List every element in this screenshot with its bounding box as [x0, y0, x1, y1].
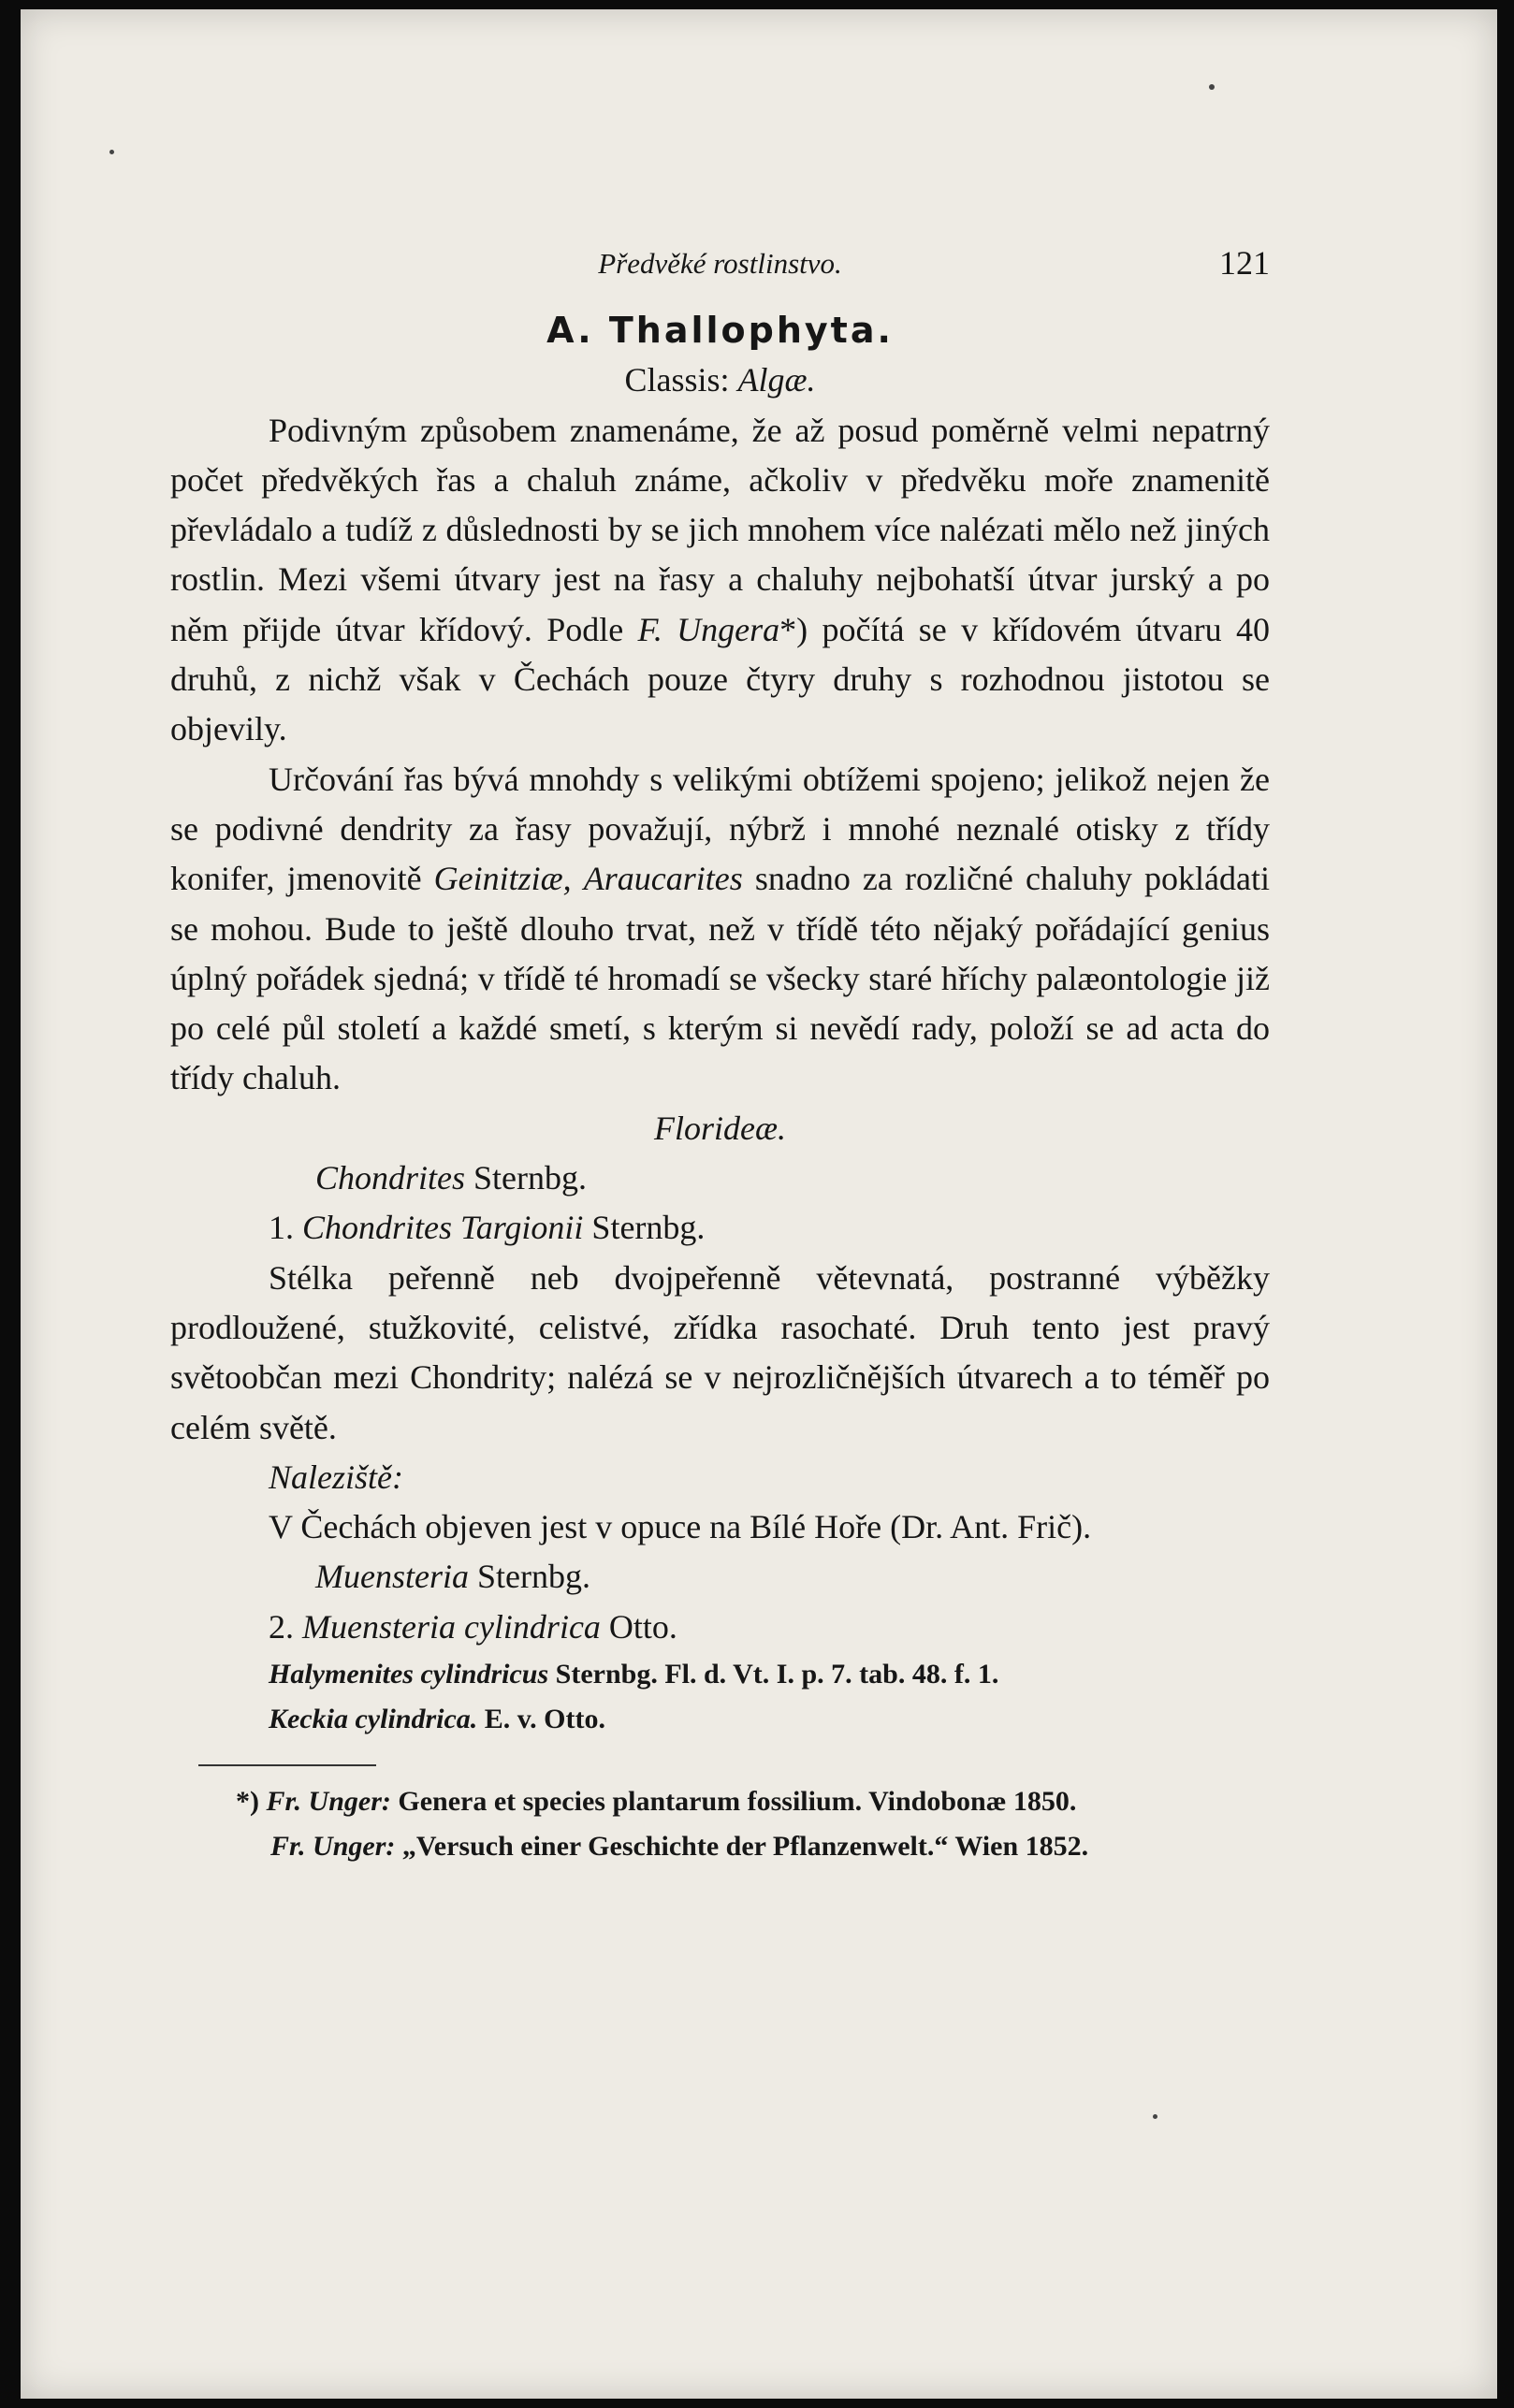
taxon-araucarites: Araucarites: [583, 860, 743, 898]
paragraph-2: [170, 755, 1270, 1104]
page-number: 121: [1219, 244, 1270, 282]
synonym-name: Keckia cylindrica.: [269, 1704, 478, 1735]
synonym-name: Halymenites cylindricus: [269, 1659, 549, 1690]
genus-author: Sternbg.: [476, 1558, 590, 1596]
species-name: Chondrites Targionii: [302, 1209, 584, 1247]
section-heading: A. Thallophyta.: [546, 310, 894, 351]
genus-heading: [170, 1552, 1270, 1602]
species-author: Otto.: [608, 1607, 677, 1646]
scanned-page: [21, 9, 1497, 2399]
author-reference: F. Ungera: [637, 610, 780, 648]
locality-label: [170, 1453, 1270, 1502]
dust-speck: [1209, 84, 1215, 90]
footnote-mark: *): [236, 1786, 259, 1818]
species-heading: [170, 1603, 1270, 1652]
footnote-divider: [198, 1764, 376, 1766]
species-number: 1.: [269, 1209, 294, 1247]
subsection-heading: Florideæ.: [654, 1109, 786, 1147]
paragraph-1-text: Podivným způsobem znamenáme, že až posud poměrně velmi nepatrný počet předvěkých řas a chaluh známe, ačkoliv v předvěku moře znamenitě převládalo a tudíž z důslednosti by se jich mnohem více nalézati mělo než jiných rostlin. Mezi všemi útvary jest na řasy a chaluhy nejbohatší útvar jurský a po něm přijde útvar křídový. Podle: [170, 411, 1270, 648]
synonym-line: [170, 1697, 1270, 1742]
synonym-reference: Sternbg. Fl. d. Vt. I. p. 7. tab. 48. f. 1.: [555, 1659, 999, 1690]
synonym-reference: E. v. Otto.: [484, 1704, 605, 1735]
page-content: [170, 239, 1270, 1869]
locality-label-text: Naleziště:: [269, 1458, 403, 1496]
classis-line: [170, 355, 1270, 405]
footnote-text: „Versuch einer Geschichte der Pflanzenwelt.“ Wien 1852.: [401, 1831, 1089, 1863]
species-name: Muensteria cylindrica: [302, 1607, 601, 1646]
dust-speck: [109, 150, 114, 154]
classis-name: Algæ.: [737, 361, 816, 399]
classis-label: Classis:: [624, 361, 730, 399]
synonym-line: [170, 1652, 1270, 1697]
species-number: 2.: [269, 1607, 294, 1646]
locality-text: V Čechách objeven jest v opuce na Bílé Hoře (Dr. Ant. Frič).: [269, 1508, 1092, 1546]
footnote-text: Genera et species plantarum fossilium. Vindobonæ 1850.: [398, 1786, 1077, 1818]
paragraph-1: [170, 406, 1270, 755]
species-author: Sternbg.: [591, 1209, 706, 1247]
species-description: Stélka peřenně neb dvojpeřenně větevnatá, postranné výběžky prodloužené, stužkovité, celistvé, zřídka rasochaté. Druh tento jest pravý světoobčan mezi Chondrity; nalézá se v nejrozličnějších útvarech a to téměř po celém světě.: [170, 1258, 1270, 1446]
genus-heading: [170, 1153, 1270, 1203]
taxon-geinitziae: Geinitziæ,: [433, 860, 572, 898]
footnote-author: Fr. Unger:: [270, 1831, 396, 1863]
genus-name: Chondrites: [315, 1159, 466, 1197]
footnote-2: [170, 1824, 1270, 1869]
footnote-1: [170, 1779, 1270, 1824]
paragraph-1-rest: počítá se v křídovém útvaru 40 druhů, z nichž však v Čechách pouze čtyry druhy s rozhodnou jistotou se objevily.: [170, 610, 1270, 748]
running-head: [170, 239, 1270, 295]
genus-name: Muensteria: [315, 1558, 469, 1596]
paragraph-2-text-b: snadno za rozličné chaluhy pokládati se mohou. Bude to ještě dlouho trvat, než v třídě této nějaký pořádající genius úplný pořádek sjedná; v třídě té hromadí se všecky staré hříchy palæontologie již po celé půl století a každé smetí, s kterým si nevědí rady, položí se ad acta do třídy chaluh.: [170, 860, 1271, 1097]
footnote-mark: *): [779, 610, 808, 648]
species-heading: [170, 1203, 1270, 1253]
running-title: Předvěké rostlinstvo.: [598, 247, 842, 280]
dust-speck: [1153, 2114, 1157, 2119]
genus-author: Sternbg.: [473, 1159, 588, 1197]
paragraph-2-text-a: Určování řas bývá mnohdy s velikými obtížemi spojeno; jelikož nejen že se podivné dendrity za řasy považují, nýbrž i mnohé neznalé otisky z třídy konifer, jmenovitě: [170, 760, 1270, 898]
footnote-author: Fr. Unger:: [266, 1786, 391, 1818]
